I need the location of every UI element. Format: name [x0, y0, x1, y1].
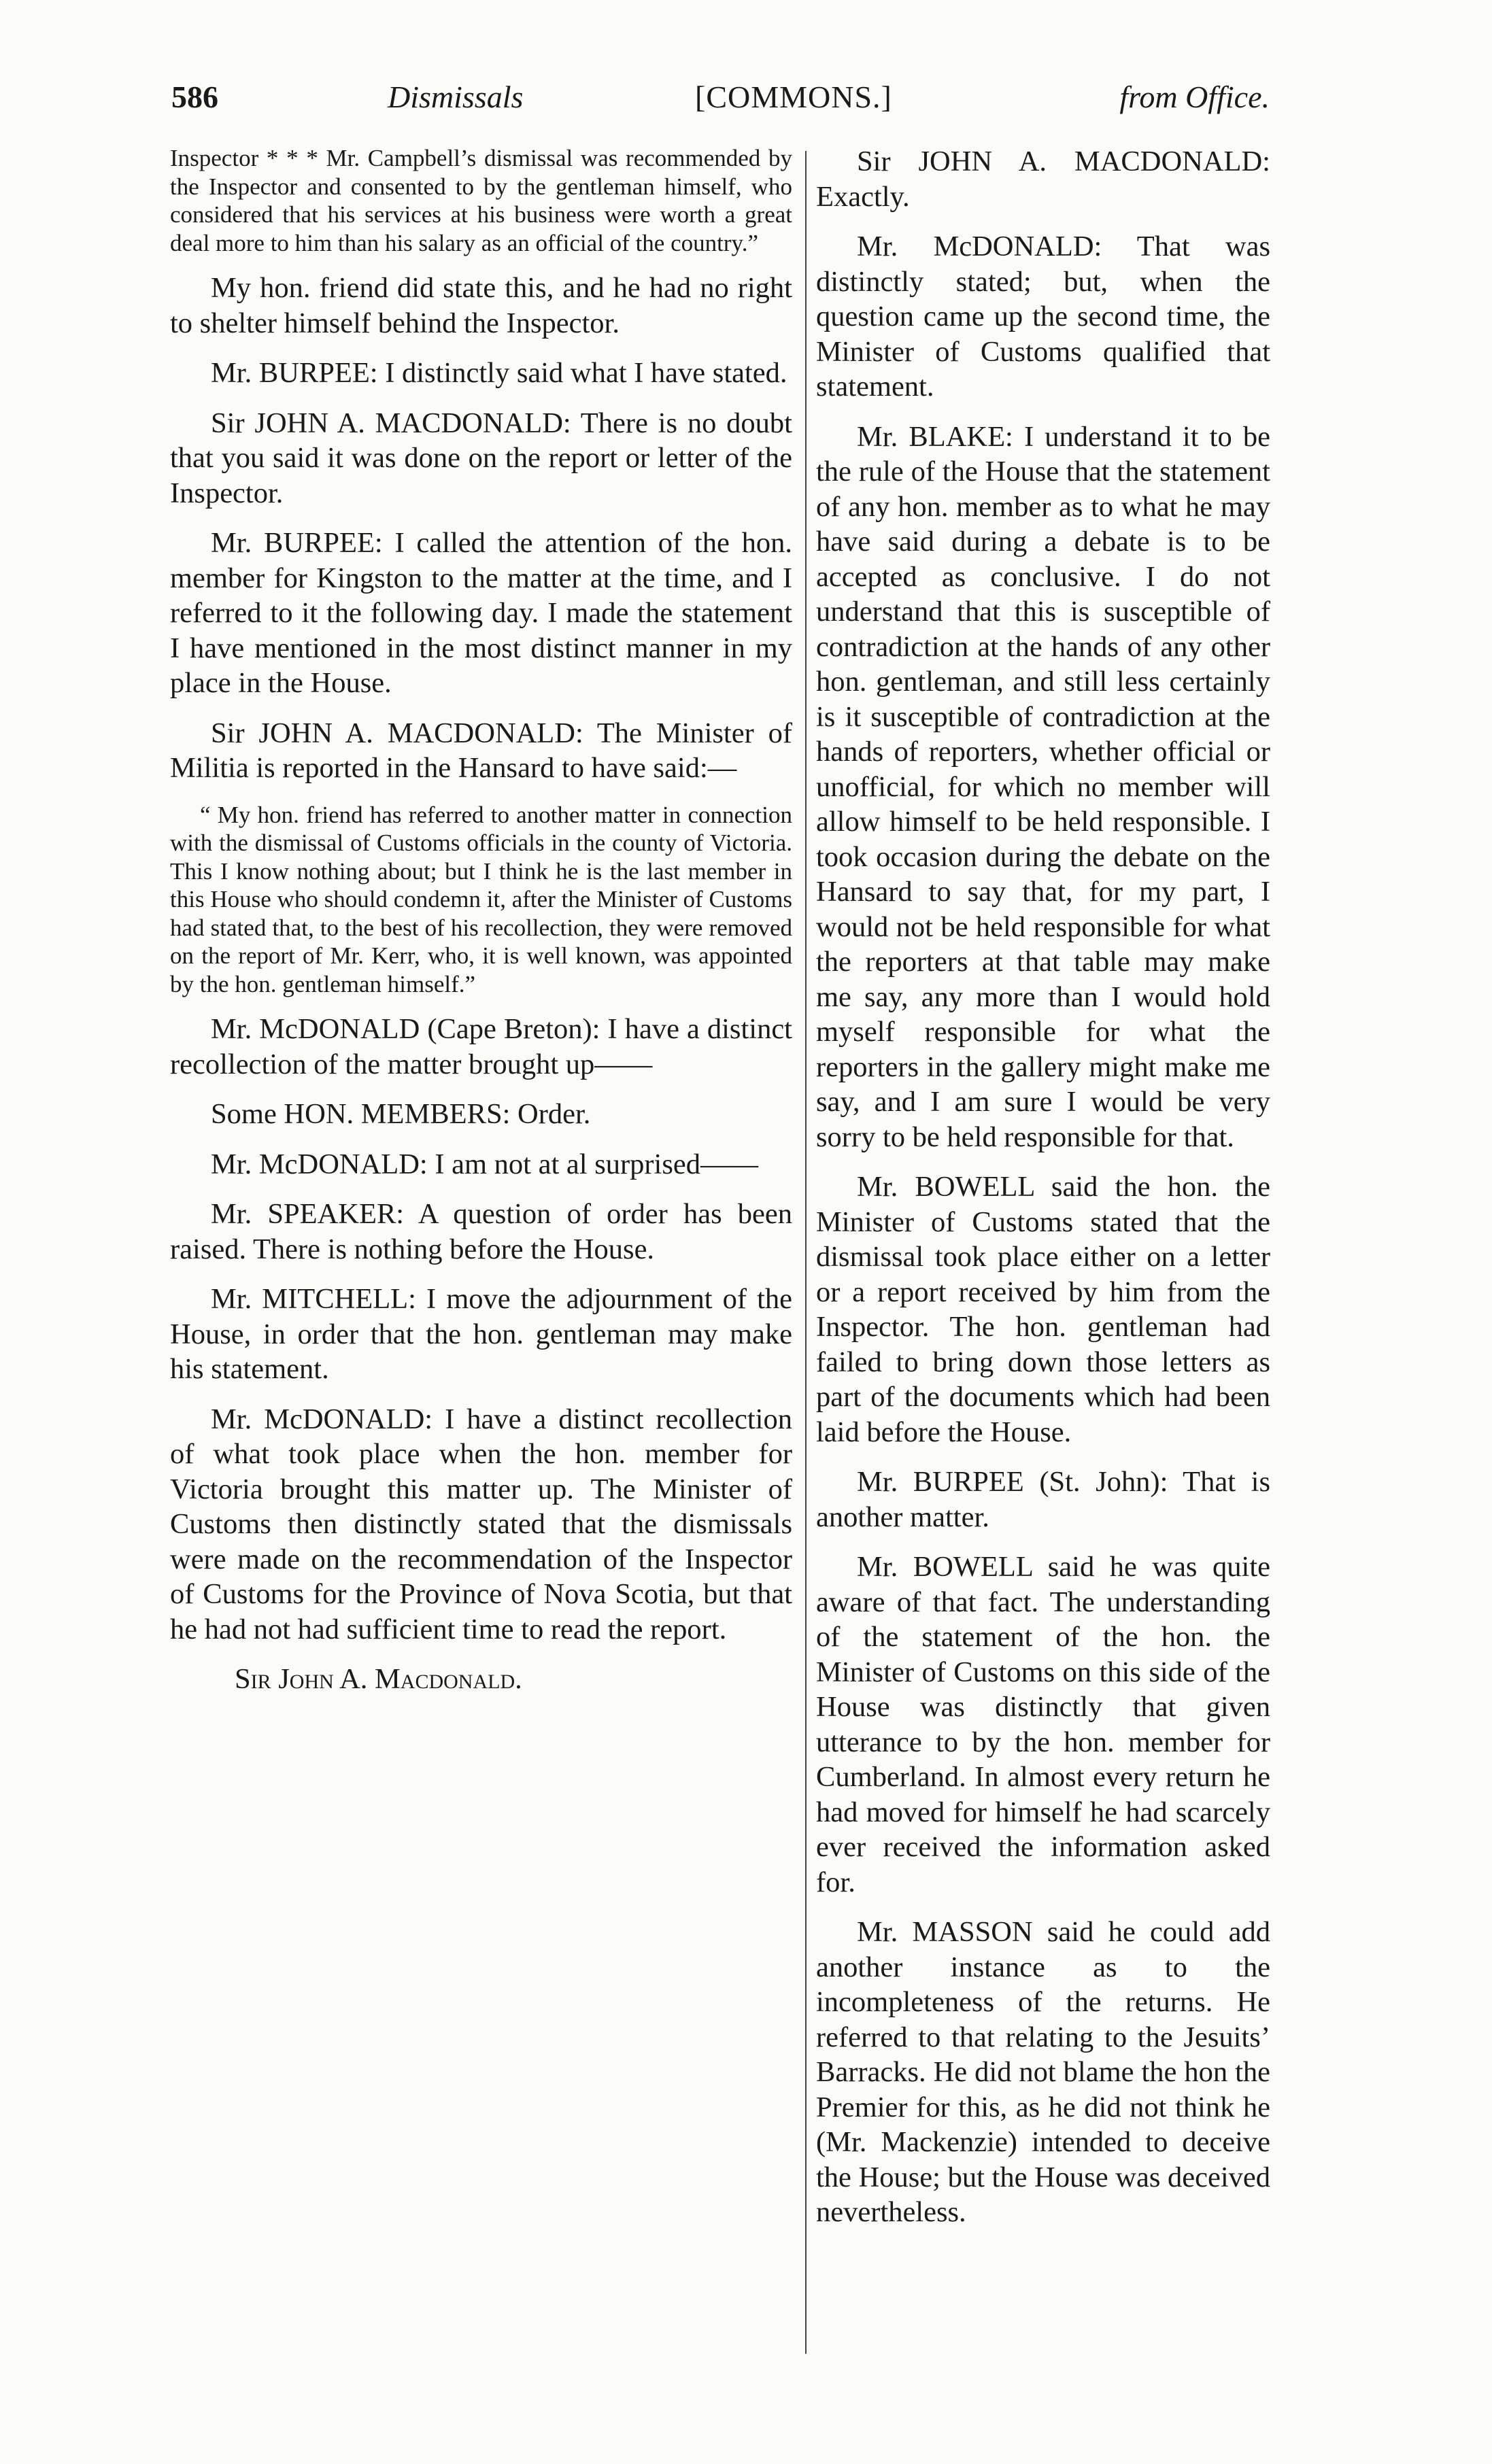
left-column — [170, 144, 792, 1712]
speech-paragraph: Sir JOHN A. MACDONALD: The Minister of Militia is reported in the Hansard to have said:— — [170, 717, 792, 784]
speech-paragraph: Sir JOHN A. MACDONALD: There is no doubt that you said it was done on the report or letter of the Inspector. — [170, 407, 792, 509]
running-head-right: from Office. — [1119, 80, 1270, 114]
speech-paragraph: Mr. McDONALD: I have a distinct recollection of what took place when the hon. member for Victoria brought this matter up. The Minister of Customs then distinctly stated that the dismissals were made on the recommendation of the Inspector of Customs for the Province of Nova Scotia, but that he had not had sufficient time to read the report. — [170, 1403, 792, 1645]
right-column — [816, 144, 1270, 2245]
speech-paragraph: Mr. BURPEE: I called the attention of the hon. member for Kingston to the matter at the time, and I referred to it the following day. I made the statement I have mentioned in the most distinct manner in my place in the House. — [170, 527, 792, 699]
speech-paragraph: Mr. BURPEE: I distinctly said what I have stated. — [211, 357, 787, 389]
speech-paragraph: Sir JOHN A. MACDONALD: Exactly. — [816, 146, 1270, 213]
page-number: 586 — [171, 80, 218, 114]
page-header — [171, 73, 1270, 121]
speech-paragraph: Mr. McDONALD (Cape Breton): I have a distinct recollection of the matter brought up—— — [170, 1013, 792, 1080]
speech-paragraph: Mr. BURPEE (St. John): That is another matter. — [816, 1466, 1270, 1533]
speech-paragraph: Mr. SPEAKER: A question of order has been raised. There is nothing before the House. — [170, 1198, 792, 1265]
speech-paragraph: Mr. MASSON said he could add another instance as to the incompleteness of the returns. He referred to that relating to the Jesuits’ Barracks. He did not blame the hon the Premier for this, as he did not think he (Mr. Mackenzie) intended to deceive the House; but the House was deceived nevertheless. — [816, 1916, 1271, 2228]
speech-paragraph: Mr. McDONALD: I am not at al surprised—— — [211, 1148, 759, 1180]
speech-paragraph: Mr. BOWELL said the hon. the Minister of Customs stated that the dismissal took place either on a letter or a report received by him from the Inspector. The hon. gentleman had failed to bring down those letters as part of the documents which had been laid before the House. — [816, 1171, 1270, 1448]
speech-paragraph: Mr. McDONALD: That was distinctly stated; but, when the question came up the second time, the Minister of Customs qualified that statement. — [816, 230, 1270, 403]
speech-paragraph: Mr. MITCHELL: I move the adjournment of the House, in order that the hon. gentleman may make his statement. — [170, 1283, 792, 1385]
speech-paragraph: My hon. friend did state this, and he had no right to shelter himself behind the Inspector. — [170, 272, 792, 339]
column-divider — [805, 151, 807, 2354]
speech-paragraph: Mr. BLAKE: I understand it to be the rule of the House that the statement of any hon. member as to what he may have said during a debate is to be accepted as conclusive. I do not understand that this is susceptible of contradiction at the hands of any other hon. gentleman, and still less certainly is it susceptible of contradiction at the hands of reporters, whether official or unofficial, for which no member will allow himself to be held responsible. I took occasion during the debate on the Hansard to say that, for my part, I would not be held responsible for what the reporters at that table may make me say, any more than I would hold myself responsible for what the reporters in the gallery might make me say, and I am sure I would be very sorry to be held responsible for that. — [816, 420, 1270, 1153]
quote-block: “ My hon. friend has referred to another matter in connection with the dismissal of Customs officials in the county of Victoria. This I know nothing about; but I think he is the last member in this House who should condemn it, after the Minister of Customs had stated that, to the best of his recollection, they were removed on the report of Mr. Kerr, who, it is well known, was appointed by the hon. gentleman himself.” — [170, 801, 792, 997]
quote-block: Inspector * * * Mr. Campbell’s dismissal was recommended by the Inspector and consented to by the gentleman himself, who considered that his services at his business were worth a great deal more to him than his salary as an official of the country.” — [170, 145, 792, 256]
speaker-signature: Sir John A. Macdonald. — [235, 1663, 522, 1695]
speech-paragraph: Mr. BOWELL said he was quite aware of that fact. The understanding of the statement of the hon. the Minister of Customs on this side of the House was distinctly that given utterance to by the hon. member for Cumberland. In almost every return he had moved for himself he had scarcely ever received the information asked for. — [816, 1551, 1270, 1898]
speech-paragraph: Some HON. MEMBERS: Order. — [211, 1098, 591, 1130]
running-head-center: [COMMONS.] — [695, 80, 892, 114]
running-head-left: Dismissals — [388, 80, 524, 114]
